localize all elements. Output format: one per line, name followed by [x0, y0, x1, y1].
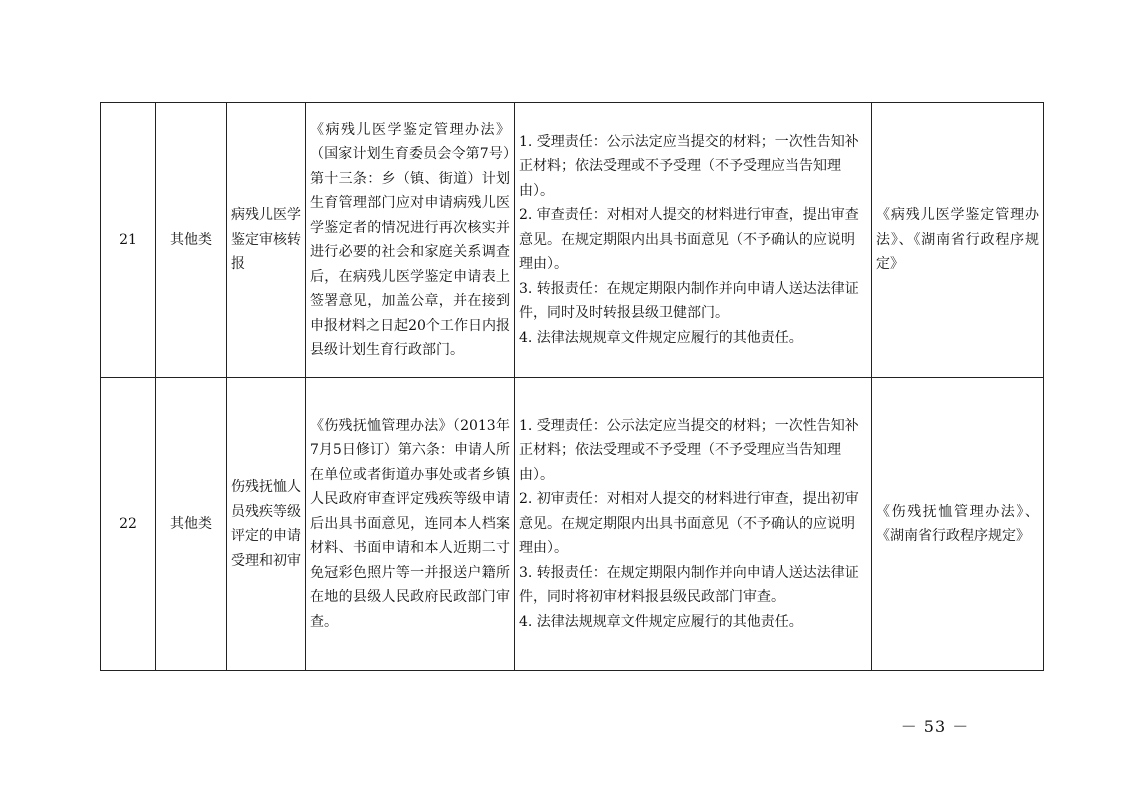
row-number: 22	[101, 378, 156, 671]
row-item-name: 病残儿医学鉴定审核转报	[227, 103, 306, 378]
row-reference: 《病残儿医学鉴定管理办法》、《湖南省行政程序规定》	[872, 103, 1044, 378]
responsibility-table	[100, 102, 1044, 671]
row-responsibilities	[515, 103, 872, 378]
responsibility-item: 2. 审查责任：对相对人提交的材料进行审查，提出审查意见。在规定期限内出具书面意见（不予确认的应说明理由）。	[519, 207, 859, 273]
page-number: － 53 －	[900, 717, 970, 736]
row-number: 21	[101, 103, 156, 378]
responsibility-item: 2. 初审责任：对相对人提交的材料进行审查，提出初审意见。在规定期限内出具书面意见（不予确认的应说明理由）。	[519, 491, 859, 557]
row-legal-basis: 《病残儿医学鉴定管理办法》（国家计划生育委员会令第7号）第十三条：乡（镇、街道）计划生育管理部门应对申请病残儿医学鉴定者的情况进行再次核实并进行必要的社会和家庭关系调查后，在病残儿医学鉴定申请表上签署意见，加盖公章，并在接到申报材料之日起20个工作日内报县级计划生育行政部门。	[306, 103, 515, 378]
responsibility-item: 4. 法律法规规章文件规定应履行的其他责任。	[519, 329, 803, 346]
responsibility-item: 3. 转报责任：在规定期限内制作并向申请人送达法律证件，同时将初审材料报县级民政部门审查。	[519, 564, 859, 606]
responsibility-item: 4. 法律法规规章文件规定应履行的其他责任。	[519, 613, 803, 630]
row-category: 其他类	[156, 378, 227, 671]
row-responsibilities	[515, 378, 872, 671]
responsibility-item: 3. 转报责任：在规定期限内制作并向申请人送达法律证件，同时及时转报县级卫健部门。	[519, 280, 859, 322]
responsibility-item: 1. 受理责任：公示法定应当提交的材料；一次性告知补正材料；依法受理或不予受理（不予受理应当告知理由）。	[519, 417, 859, 483]
row-legal-basis: 《伤残抚恤管理办法》（2013年7月5日修订）第六条：申请人所在单位或者街道办事处或者乡镇人民政府审查评定残疾等级申请后出具书面意见，连同本人档案材料、书面申请和本人近期二寸免冠彩色照片等一并报送户籍所在地的县级人民政府民政部门审查。	[306, 378, 515, 671]
table-row	[101, 103, 1044, 378]
responsibility-item: 1. 受理责任：公示法定应当提交的材料；一次性告知补正材料；依法受理或不予受理（不予受理应当告知理由）。	[519, 133, 859, 199]
row-category: 其他类	[156, 103, 227, 378]
row-item-name: 伤残抚恤人员残疾等级评定的申请受理和初审	[227, 378, 306, 671]
table-row	[101, 378, 1044, 671]
row-reference: 《伤残抚恤管理办法》、《湖南省行政程序规定》	[872, 378, 1044, 671]
